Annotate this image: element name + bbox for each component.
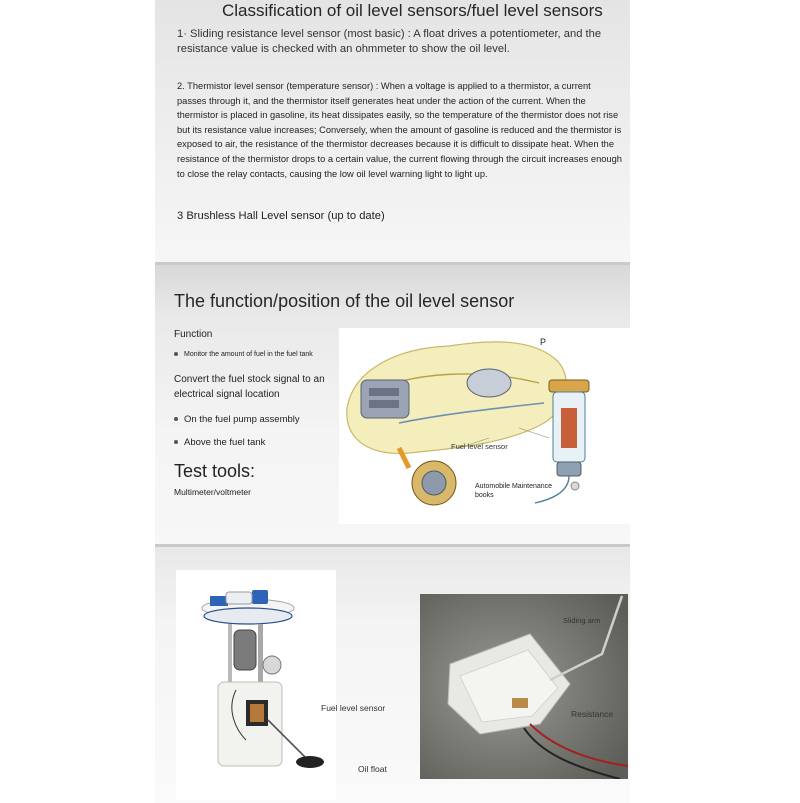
diagram-label-p: P (540, 337, 547, 347)
caption-resistance: Resistance (571, 709, 614, 719)
function-position-title: The function/position of the oil level sensor (174, 291, 515, 311)
function-label: Function (174, 329, 213, 340)
bullet-pump-text: On the fuel pump assembly (184, 414, 300, 425)
caption-sliding-arm: Sliding arm (563, 616, 601, 625)
bullet-dot-icon (174, 352, 178, 356)
caption-fuel-level-sensor: Fuel level sensor (321, 703, 386, 713)
bullet-tank (174, 437, 265, 448)
bullet-dot-icon (174, 417, 178, 421)
caption-oil-float: Oil float (358, 764, 387, 774)
multimeter-text: Multimeter/voltmeter (174, 487, 251, 497)
thermistor-paragraph: 2. Thermistor level sensor (temperature sensor) : When a voltage is applied to a thermistor, a current passes through it, and the thermistor itself generates heat under the action of the current. When the thermistor is placed in gasoline, its heat dissipates easily, so the temperature of the thermistor does not rise but its resistance value increases; Conversely, when the amount of gasoline is reduced and the thermistor is exposed to air, the resistance of the thermistor decreases because it is difficult to dissipate heat. When the resistance of the thermistor drops to a certain value, the current flowing through the circuit increases enough to close the relay contacts, causing the low oil level warning light to light up. (177, 81, 622, 179)
test-tools-heading: Test tools: (174, 461, 256, 481)
diagram-books: books (475, 492, 494, 499)
convert-signal-text: Convert the fuel stock signal to an electrical signal location (174, 374, 325, 400)
diagram-maintenance: Automobile Maintenance (475, 483, 553, 490)
sliding-resistance-paragraph: 1· Sliding resistance level sensor (most basic) : A float drives a potentiometer, and the resistance value is checked with an ohmmeter to show the oil level. (177, 28, 602, 55)
fuel-pump-assembly-photo (176, 570, 336, 800)
diagram-fuel-level-sensor: Fuel level sensor (451, 442, 508, 451)
hall-sensor-paragraph: 3 Brushless Hall Level sensor (up to date) (177, 210, 385, 222)
bullet-monitor (174, 351, 313, 358)
bullet-dot-icon (174, 440, 178, 444)
bullet-pump (174, 414, 300, 425)
bullet-monitor-text: Monitor the amount of fuel in the fuel tank (184, 351, 313, 358)
bullet-tank-text: Above the fuel tank (184, 437, 266, 448)
classification-title: Classification of oil level sensors/fuel level sensors (222, 1, 603, 20)
fuel-system-diagram (339, 328, 630, 524)
